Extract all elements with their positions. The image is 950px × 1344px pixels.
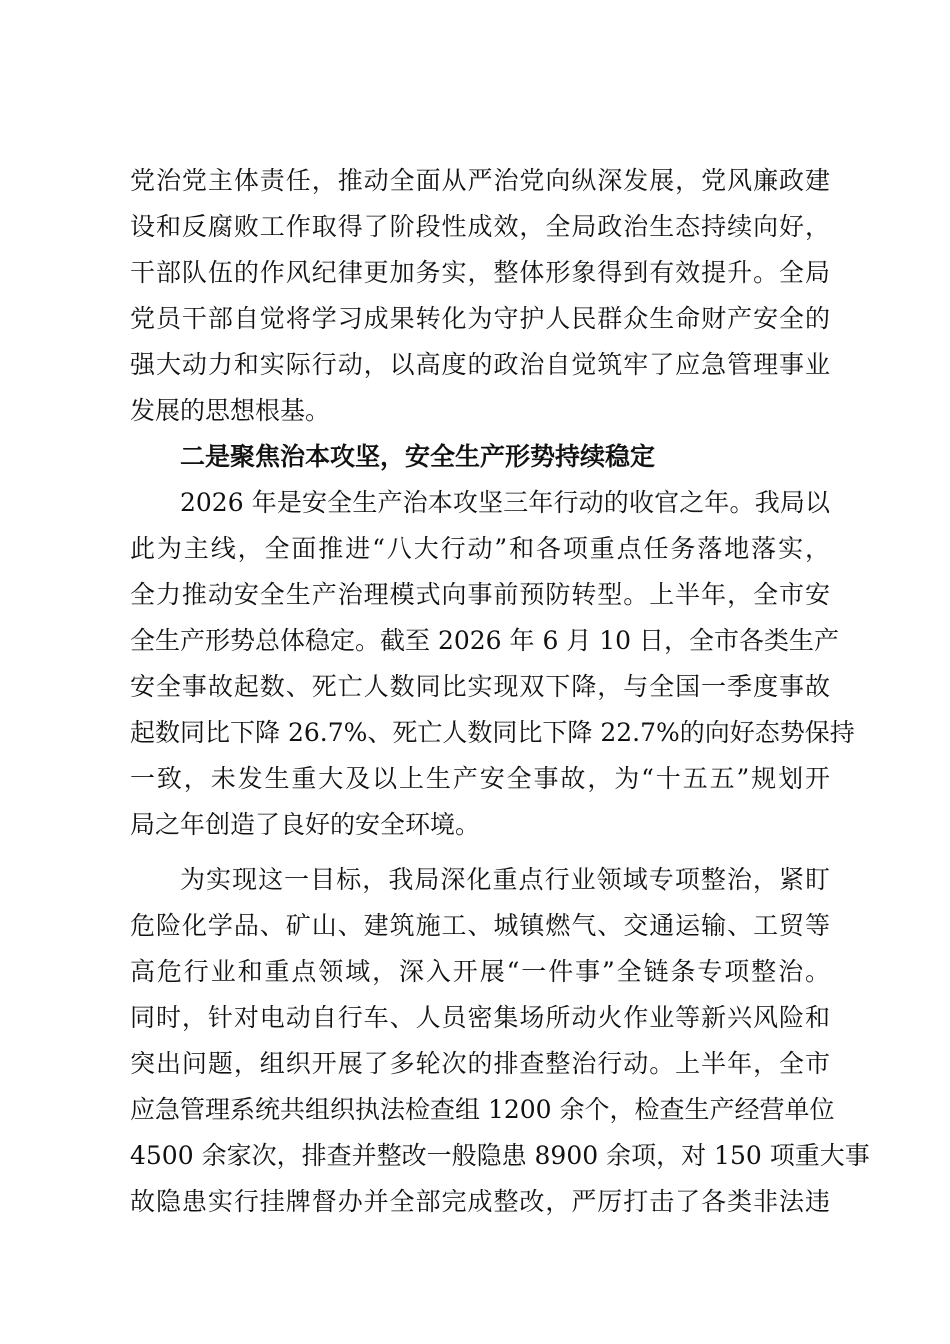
body-text-line: 危险化学品、矿山、建筑施工、城镇燃气、交通运输、工贸等 bbox=[130, 911, 830, 940]
body-text-line: 为实现这一目标，我局深化重点行业领域专项整治，紧盯 bbox=[180, 865, 830, 894]
body-text-line: 故隐患实行挂牌督办并全部完成整改，严厉打击了各类非法违 bbox=[130, 1187, 830, 1216]
body-text-line: 设和反腐败工作取得了阶段性成效，全局政治生态持续向好， bbox=[130, 212, 830, 241]
body-text-line: 2026 年是安全生产治本攻坚三年行动的收官之年。我局以 bbox=[180, 488, 830, 517]
body-text-line: 发展的思想根基。 bbox=[130, 396, 331, 425]
body-text-line: 党员干部自觉将学习成果转化为守护人民群众生命财产安全的 bbox=[130, 304, 830, 333]
body-text-line: 干部队伍的作风纪律更加务实，整体形象得到有效提升。全局 bbox=[130, 258, 830, 287]
body-text-line: 突出问题，组织开展了多轮次的排查整治行动。上半年，全市 bbox=[130, 1049, 830, 1078]
body-text-line: 4500 余家次，排查并整改一般隐患 8900 余项，对 150 项重大事 bbox=[130, 1141, 870, 1170]
body-text-line: 强大动力和实际行动，以高度的政治自觉筑牢了应急管理事业 bbox=[130, 350, 830, 379]
body-text-line: 高危行业和重点领域，深入开展“一件事”全链条专项整治。 bbox=[130, 957, 830, 986]
body-text-line: 局之年创造了良好的安全环境。 bbox=[130, 810, 481, 839]
body-text-line: 起数同比下降 26.7%、死亡人数同比下降 22.7%的向好态势保持 bbox=[130, 718, 855, 747]
body-text-line: 党治党主体责任，推动全面从严治党向纵深发展，党风廉政建 bbox=[130, 166, 830, 195]
body-text-line: 全生产形势总体稳定。截至 2026 年 6 月 10 日，全市各类生产 bbox=[130, 626, 840, 655]
body-text-line: 此为主线，全面推进“八大行动”和各项重点任务落地落实， bbox=[130, 534, 830, 563]
body-text-line: 全力推动安全生产治理模式向事前预防转型。上半年，全市安 bbox=[130, 580, 830, 609]
body-text-line: 同时，针对电动自行车、人员密集场所动火作业等新兴风险和 bbox=[130, 1003, 830, 1032]
body-text-line: 安全事故起数、死亡人数同比实现双下降，与全国一季度事故 bbox=[130, 672, 830, 701]
body-text-line: 一致，未发生重大及以上生产安全事故，为“十五五”规划开 bbox=[130, 764, 830, 793]
section-heading: 二是聚焦治本攻坚，安全生产形势持续稳定 bbox=[180, 442, 656, 471]
body-text-line: 应急管理系统共组织执法检查组 1200 余个，检查生产经营单位 bbox=[130, 1095, 835, 1124]
